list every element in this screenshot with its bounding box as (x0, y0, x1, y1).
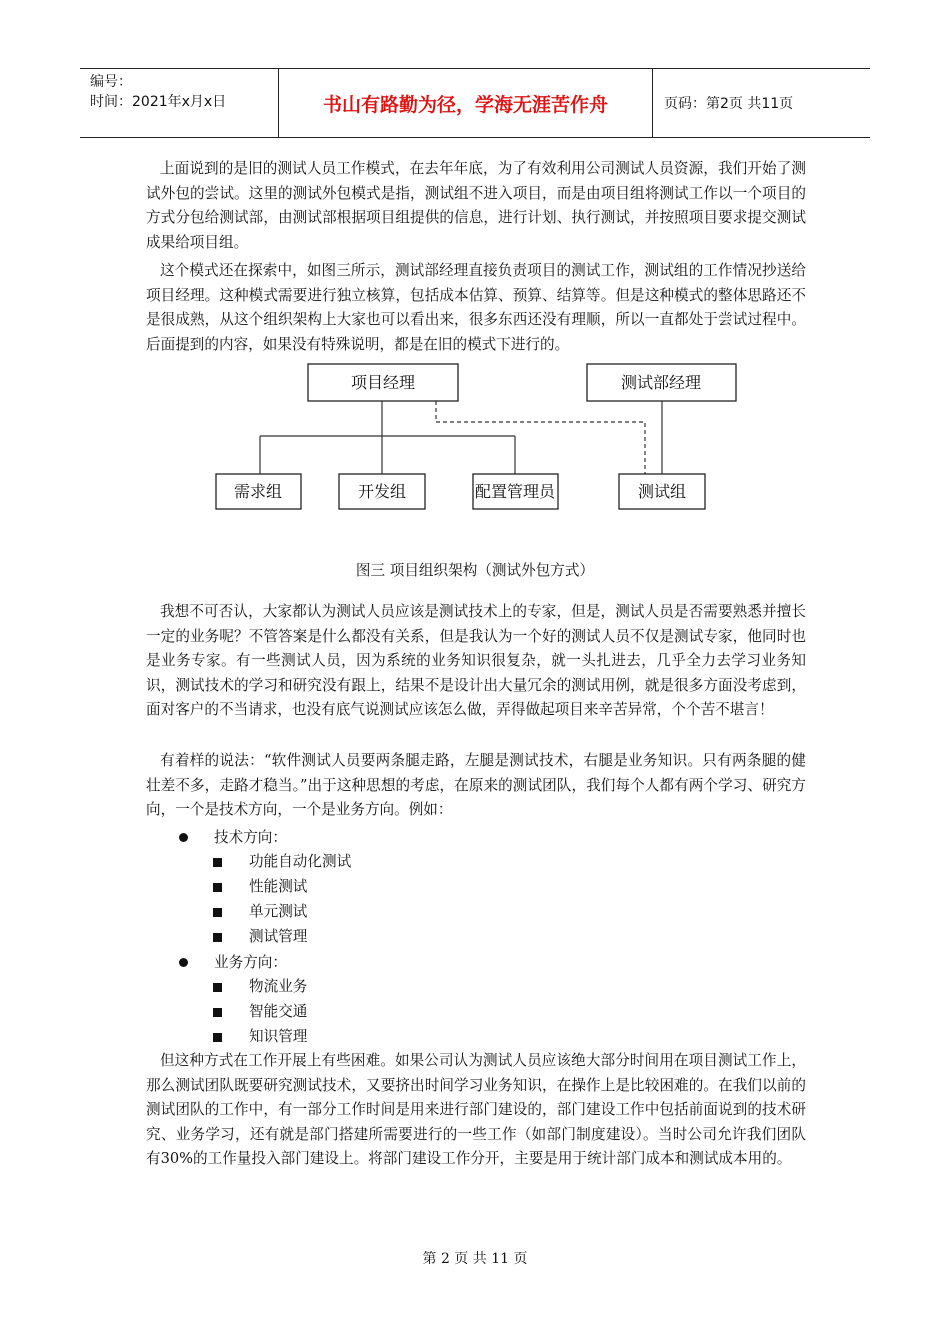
paragraph-3: 我想不可否认，大家都认为测试人员应该是测试技术上的专家，但是，测试人员是否需要熟悉并擅长一定的业务呢？不管答案是什么都没有关系，但是我认为一个好的测试人员不仅是测试专家，他同时也是业务专家。有一些测试人员，因为系统的业务知识很复杂，就一头扎进去，几乎全力去学习业务知识，测试技术的学习和研究没有跟上，结果不是设计出大量冗余的测试用例，就是很多方面没考虑到，面对客户的不当请求，也没有底气说测试应该怎么做，弄得做起项目来辛苦异常，个个苦不堪言！ (146, 603, 806, 719)
list-title-business: 业务方向： (214, 954, 287, 971)
list-item: 性能测试 (249, 878, 308, 895)
list-item: 智能交通 (249, 1003, 308, 1020)
label-config-manager: 配置管理员 (474, 482, 556, 501)
time-label: 时间：2021年x月x日 (90, 94, 227, 110)
list-item: 功能自动化测试 (249, 853, 352, 870)
bullet-square-icon (213, 908, 222, 917)
bullet-square-icon (213, 933, 222, 942)
label-test-dept-manager: 测试部经理 (620, 373, 702, 392)
header-motto: 书山有路勤为径，学海无涯苦作舟 (279, 69, 653, 137)
list-item: 知识管理 (249, 1028, 308, 1045)
list-item: 测试管理 (249, 928, 308, 945)
bullet-dot-icon (179, 958, 188, 967)
number-label: 编号： (90, 74, 132, 90)
pm-dashed-link (436, 401, 645, 474)
list-item: 物流业务 (249, 978, 308, 995)
page-footer: 第 2 页 共 11 页 (422, 1251, 528, 1267)
bullet-square-icon (213, 883, 222, 892)
list-item: 单元测试 (249, 903, 308, 920)
figure-caption: 图三 项目组织架构（测试外包方式） (355, 562, 595, 579)
label-project-manager: 项目经理 (350, 373, 416, 392)
label-requirements-group: 需求组 (233, 482, 283, 501)
bullet-square-icon (213, 1008, 222, 1017)
list-title-tech: 技术方向： (214, 829, 287, 846)
paragraph-4: 有着样的说法：“软件测试人员要两条腿走路，左腿是测试技术，右腿是业务知识。只有两条腿的健壮差不多，走路才稳当。”出于这种思想的考虑，在原来的测试团队，我们每个人都有两个学习、研究方向，一个是技术方向，一个是业务方向。例如： (146, 752, 806, 819)
paragraph-2: 这个模式还在探索中，如图三所示，测试部经理直接负责项目的测试工作，测试组的工作情况抄送给项目经理。这种模式需要进行独立核算，包括成本估算、预算、结算等。但是这种模式的整体思路还不是很成熟，从这个组织架构上大家也可以看出来，很多东西还没有理顺，所以一直都处于尝试过程中。后面提到的内容，如果没有特殊说明，都是在旧的模式下进行的。 (146, 262, 806, 353)
label-development-group: 开发组 (357, 482, 407, 501)
header-page-info: 页码：第2页 共11页 (664, 96, 794, 112)
bullet-square-icon (213, 1033, 222, 1042)
bullet-dot-icon (179, 833, 188, 842)
bullet-square-icon (213, 858, 222, 867)
bullet-square-icon (213, 983, 222, 992)
org-chart-diagram (0, 0, 950, 560)
paragraph-5: 但这种方式在工作开展上有些困难。如果公司认为测试人员应该绝大部分时间用在项目测试工作上，那么测试团队既要研究测试技术，又要挤出时间学习业务知识，在操作上是比较困难的。在我们以前的测试团队的工作中，有一部分工作时间是用来进行部门建设的，部门建设工作中包括前面说到的技术研究、业务学习，还有就是部门搭建所需要进行的一些工作（如部门制度建设）。当时公司允许我们团队有30%的工作量投入部门建设上。将部门建设工作分开，主要是用于统计部门成本和测试成本用的。 (146, 1052, 806, 1168)
paragraph-1: 上面说到的是旧的测试人员工作模式，在去年年底，为了有效利用公司测试人员资源，我们开始了测试外包的尝试。这里的测试外包模式是指，测试组不进入项目，而是由项目组将测试工作以一个项目的方式分包给测试部，由测试部根据项目组提供的信息，进行计划、执行测试，并按照项目要求提交测试成果给项目组。 (146, 160, 806, 251)
label-test-group: 测试组 (637, 482, 687, 501)
